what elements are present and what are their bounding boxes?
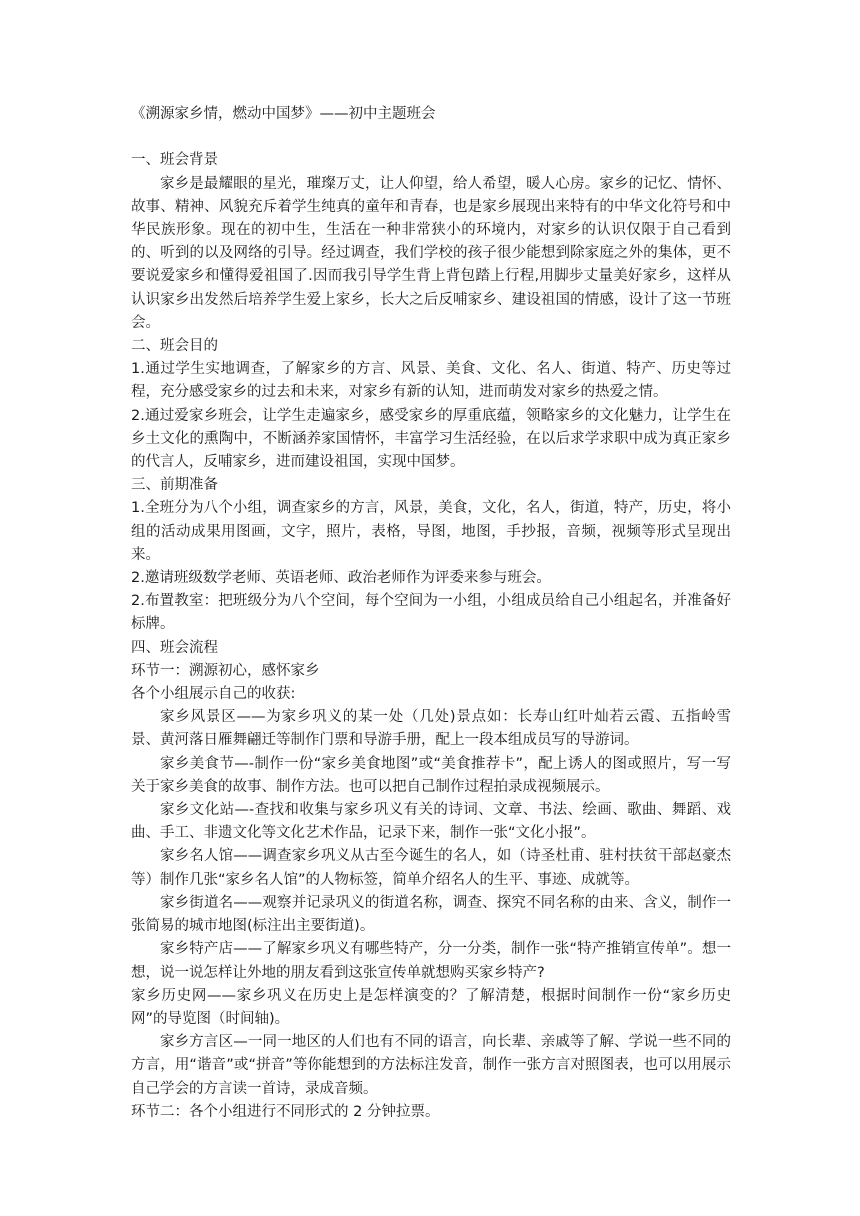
group-culture: 家乡文化站—-查找和收集与家乡巩义有关的诗词、文章、书法、绘画、歌曲、舞蹈、戏曲、手工、非遗文化等文化艺术作品，记录下来，制作一张“文化小报”。: [131, 802, 731, 842]
prep-item-3: 2.布置教室：把班级分为八个空间，每个空间为一小组，小组成员给自己小组起名，并准备好标牌。: [131, 593, 731, 633]
blank-line: [131, 126, 731, 149]
prep-item-2: 2.邀请班级数学老师、英语老师、政治老师作为评委来参与班会。: [131, 570, 551, 587]
prep-item-1: 1.全班分为八个小组，调查家乡的方言，风景，美食，文化，名人，街道，特产，历史，将小组的活动成果用图画，文字，照片，表格，导图，地图，手抄报，音频，视频等形式呈现出来。: [131, 500, 731, 563]
section-heading-background: 一、班会背景: [131, 152, 218, 169]
document-body: [131, 103, 731, 1124]
group-food: 家乡美食节—-制作一份“家乡美食地图”或“美食推荐卡”，配上诱人的图或照片，写一写关于家乡美食的故事、制作方法。也可以把自己制作过程拍录成视频展示。: [131, 755, 731, 795]
background-paragraph: 家乡是最耀眼的星光，璀璨万丈，让人仰望，给人希望，暖人心房。家乡的记忆、情怀、故事、精神、风貌充斥着学生纯真的童年和青春，也是家乡展现出来特有的中华文化符号和中华民族形象。现在的初中生，生活在一种非常狭小的环境内，对家乡的认识仅限于自己看到的、听到的以及网络的引导。经过调查，我们学校的孩子很少能想到除家庭之外的集体，更不要说爱家乡和懂得爱祖国了.因而我引导学生背上背包踏上行程,用脚步丈量美好家乡，这样从认识家乡出发然后培养学生爱上家乡，长大之后反哺家乡、建设祖国的情感，设计了这一节班会。: [131, 175, 731, 331]
group-dialect: 家乡方言区—一同一地区的人们也有不同的语言，向长辈、亲戚等了解、学说一些不同的方言，用“谐音”或“拼音”等你能想到的方法标注发音，制作一张方言对照图表，也可以用展示自己学会的方言读一首诗，录成音频。: [131, 1034, 731, 1097]
section-heading-prep: 三、前期准备: [131, 477, 218, 494]
process-step-1: 环节一：溯源初心，感怀家乡: [131, 662, 320, 679]
process-step-2: 环节二：各个小组进行不同形式的 2 分钟拉票。: [131, 1103, 440, 1120]
group-celebrity: 家乡名人馆——调查家乡巩义从古至今诞生的名人，如（诗圣杜甫、驻村扶贫干部赵豪杰等）制作几张“家乡名人馆”的人物标签，简单介绍名人的生平、事迹、成就等。: [131, 848, 731, 888]
group-street: 家乡街道名——观察并记录巩义的街道名称，调查、探究不同名称的由来、含义，制作一张简易的城市地图(标注出主要街道)。: [131, 894, 731, 935]
section-heading-process: 四、班会流程: [131, 639, 218, 656]
document-title: 《溯源家乡情，燃动中国梦》——初中主题班会: [131, 106, 436, 122]
group-specialty: 家乡特产店——了解家乡巩义有哪些特产，分一分类，制作一张“特产推销宣传单”。想一想，说一说怎样让外地的朋友看到这张宣传单就想购买家乡特产?: [131, 941, 731, 981]
purpose-item-2: 2.通过爱家乡班会，让学生走遍家乡，感受家乡的厚重底蕴，领略家乡的文化魅力，让学生在乡土文化的熏陶中，不断涵养家国情怀，丰富学习生活经验，在以后求学求职中成为真正家乡的代言人，反哺家乡，进而建设祖国，实现中国梦。: [131, 407, 731, 471]
process-intro: 各个小组展示自己的收获:: [131, 686, 296, 703]
group-history: 家乡历史网——家乡巩义在历史上是怎样演变的？了解清楚，根据时间制作一份“家乡历史网”的导览图（时间轴)。: [131, 987, 731, 1027]
section-heading-purpose: 二、班会目的: [131, 338, 218, 355]
purpose-item-1: 1.通过学生实地调查，了解家乡的方言、风景、美食、文化、名人、街道、特产、历史等过程，充分感受家乡的过去和未来，对家乡有新的认知，进而萌发对家乡的热爱之情。: [131, 361, 731, 401]
group-scenery: 家乡风景区——为家乡巩义的某一处（几处)景点如：长寿山红叶灿若云霞、五指岭雪景、黄河落日雁舞翩迁等制作门票和导游手册，配上一段本组成员写的导游词。: [131, 709, 731, 749]
